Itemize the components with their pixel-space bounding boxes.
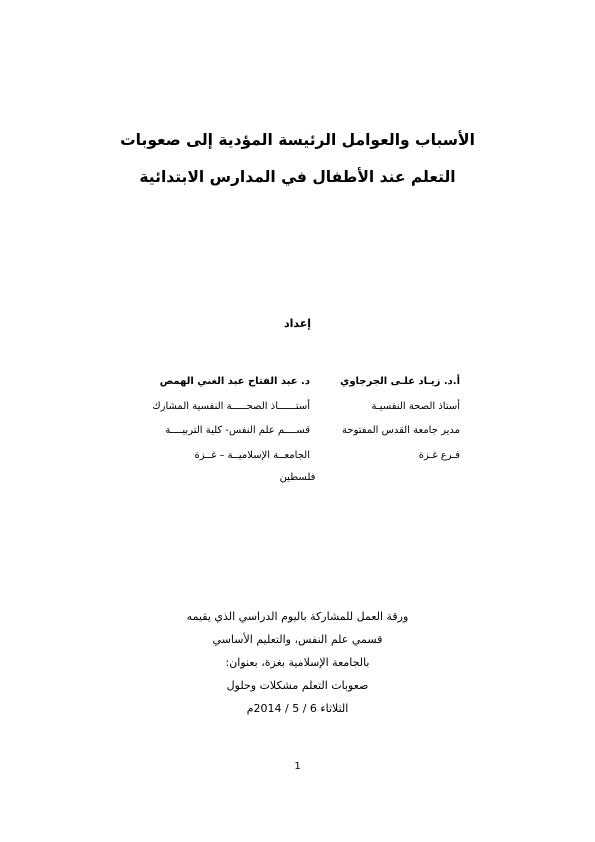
author-2-university: الجامعــة الإسلاميــة – غــزة — [194, 449, 310, 461]
author-1-block — [310, 376, 460, 474]
author-1-position: أستاذ الصحة النفسيـة — [371, 400, 460, 412]
occasion-line-1: ورقة العمل للمشاركة باليوم الدراسي الذي يقيمه — [186, 610, 409, 623]
author-2-block — [140, 376, 310, 474]
occasion-line-4: صعوبات التعلم مشكلات وحلول — [226, 679, 369, 692]
prepared-by-heading: إعداد — [283, 317, 312, 330]
author-2-position: أستــــــاذ الصحـــــة النفسية المشارك — [152, 400, 310, 412]
author-2-name: د. عبد الفتاح عبد الغني الهمص — [159, 376, 310, 387]
occasion-block — [0, 610, 595, 725]
title-line-1: الأسباب والعوامل الرئيسة المؤدية إلى صعوبات — [120, 131, 475, 149]
country-label: فلسطين — [279, 472, 316, 483]
occasion-line-5: الثلاثاء 6 / 5 / 2014م — [246, 702, 349, 715]
author-2-department: قســــم علم النفس- كلية التربيــــة — [165, 425, 310, 436]
title-line-2: التعلم عند الأطفال في المدارس الابتدائية — [139, 168, 456, 186]
author-1-role: مدير جامعة القدس المفتوحة — [342, 425, 460, 436]
author-1-branch: فـرع غـزة — [418, 449, 460, 461]
author-1-name: أ.د. زيـاد علـى الجرجاوي — [340, 376, 460, 387]
occasion-line-2: قسمي علم النفس، والتعليم الأساسي — [212, 633, 383, 646]
occasion-line-3: بالجامعة الإسلامية بغزة، بعنوان: — [225, 656, 370, 669]
page-number: 1 — [294, 761, 301, 772]
